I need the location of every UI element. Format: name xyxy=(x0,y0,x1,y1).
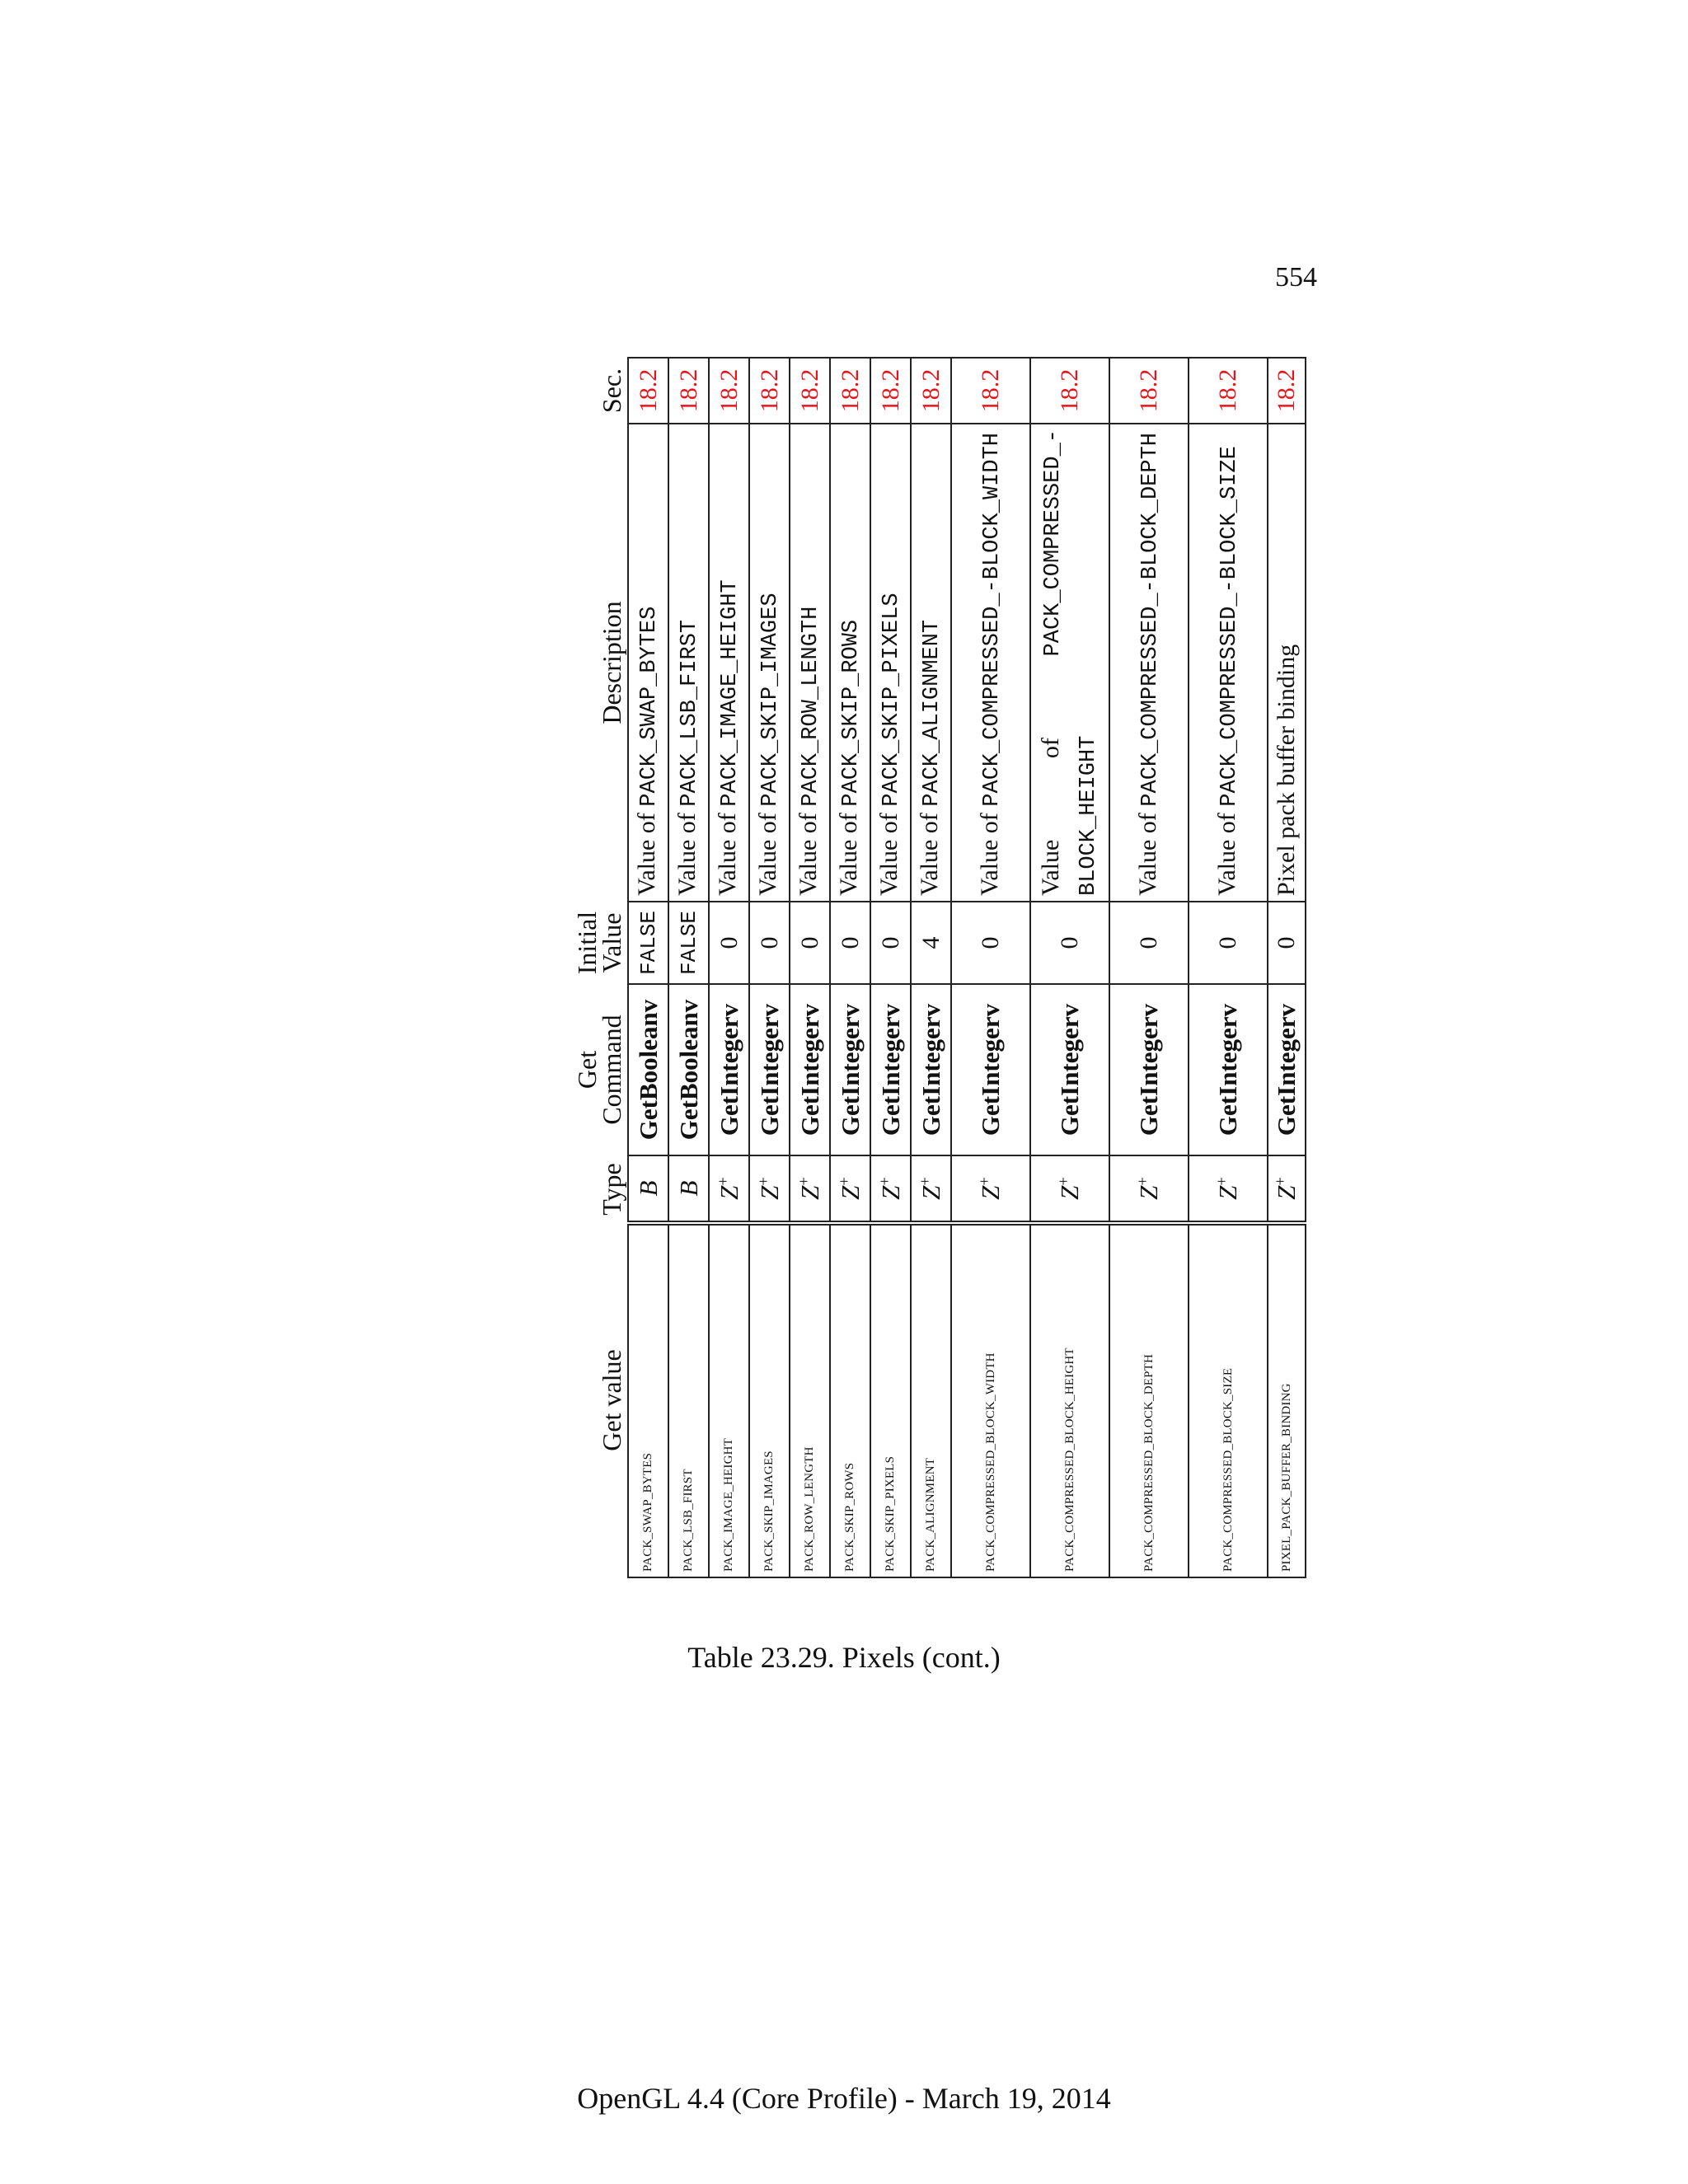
description-text: Value of xyxy=(975,806,1003,896)
type-superscript: + xyxy=(917,1177,935,1186)
cell-get-value: PACK_ROW_LENGTH xyxy=(790,1223,830,1577)
cell-get-command: GetIntegerv xyxy=(1268,984,1306,1155)
cell-initial-value: 0 xyxy=(951,902,1030,984)
cell-type xyxy=(1189,1155,1268,1223)
cell-type xyxy=(749,1155,790,1223)
header-get-value: Get value xyxy=(597,1349,626,1451)
section-link[interactable]: 18.2 xyxy=(870,358,911,424)
type-symbol: B xyxy=(633,1180,663,1197)
cell-initial-value: FALSE xyxy=(628,902,668,984)
cell-initial-value: FALSE xyxy=(668,902,709,984)
cell-get-command: GetIntegerv xyxy=(790,984,830,1155)
description-token: PACK_SWAP_BYTES xyxy=(637,606,662,807)
header-get-command xyxy=(573,984,628,1155)
type-symbol: Z xyxy=(1213,1185,1242,1200)
section-link[interactable]: 18.2 xyxy=(1030,358,1109,424)
type-symbol: Z xyxy=(795,1185,824,1200)
description-text: Value of xyxy=(1212,806,1240,896)
type-symbol: B xyxy=(673,1180,703,1197)
table-row xyxy=(830,358,870,1577)
cell-type xyxy=(911,1155,951,1223)
cell-type xyxy=(830,1155,870,1223)
cell-description xyxy=(790,424,830,902)
type-superscript: + xyxy=(1134,1177,1152,1186)
cell-get-value: PACK_SKIP_IMAGES xyxy=(749,1223,790,1577)
cell-get-command: GetIntegerv xyxy=(911,984,951,1155)
description-text: Value of xyxy=(1133,806,1161,896)
description-text: Value of xyxy=(916,806,943,896)
section-link[interactable]: 18.2 xyxy=(790,358,830,424)
table-row xyxy=(1030,358,1109,1577)
type-symbol: Z xyxy=(754,1185,784,1200)
cell-get-value: PACK_COMPRESSED_BLOCK_HEIGHT xyxy=(1030,1223,1109,1577)
table-row xyxy=(709,358,749,1577)
description-token: PACK_COMPRESSED_-BLOCK_HEIGHT xyxy=(1041,429,1101,896)
cell-get-value: PACK_LSB_FIRST xyxy=(668,1223,709,1577)
cell-get-value: PACK_SKIP_ROWS xyxy=(830,1223,870,1577)
type-superscript: + xyxy=(715,1177,733,1186)
section-link[interactable]: 18.2 xyxy=(709,358,749,424)
table-row xyxy=(951,358,1030,1577)
section-link[interactable]: 18.2 xyxy=(830,358,870,424)
cell-get-command: GetIntegerv xyxy=(709,984,749,1155)
cell-description xyxy=(1268,424,1306,902)
cell-type xyxy=(1109,1155,1189,1223)
type-superscript: + xyxy=(755,1177,773,1186)
cell-type xyxy=(870,1155,911,1223)
cell-description xyxy=(1109,424,1189,902)
section-link[interactable]: 18.2 xyxy=(749,358,790,424)
section-link[interactable]: 18.2 xyxy=(668,358,709,424)
page-number: 554 xyxy=(1275,262,1317,293)
header-sec: Sec. xyxy=(597,368,626,414)
cell-description xyxy=(830,424,870,902)
header-initial-value-line1: Initial xyxy=(572,911,602,975)
cell-description xyxy=(628,424,668,902)
cell-get-command: GetIntegerv xyxy=(749,984,790,1155)
type-symbol: Z xyxy=(976,1185,1005,1200)
table-row xyxy=(668,358,709,1577)
cell-get-value: PACK_COMPRESSED_BLOCK_SIZE xyxy=(1189,1223,1268,1577)
type-superscript: + xyxy=(836,1177,854,1186)
type-superscript: + xyxy=(876,1177,894,1186)
cell-initial-value: 0 xyxy=(830,902,870,984)
cell-initial-value: 0 xyxy=(1109,902,1189,984)
cell-initial-value: 0 xyxy=(1189,902,1268,984)
state-table-region xyxy=(572,359,1301,1578)
description-text: Value of xyxy=(1037,656,1064,896)
cell-initial-value: 0 xyxy=(870,902,911,984)
cell-get-value: PACK_ALIGNMENT xyxy=(911,1223,951,1577)
type-symbol: Z xyxy=(875,1185,905,1200)
cell-description xyxy=(911,424,951,902)
rotated-table-container xyxy=(572,359,1301,1578)
cell-description xyxy=(749,424,790,902)
cell-initial-value: 4 xyxy=(911,902,951,984)
cell-get-command: GetIntegerv xyxy=(1189,984,1268,1155)
description-token: PACK_IMAGE_HEIGHT xyxy=(718,579,743,807)
description-token: PACK_SKIP_IMAGES xyxy=(758,593,783,807)
table-row xyxy=(790,358,830,1577)
type-superscript: + xyxy=(1055,1177,1073,1186)
cell-get-command: GetIntegerv xyxy=(1030,984,1109,1155)
cell-get-command: GetBooleanv xyxy=(668,984,709,1155)
table-caption: Table 23.29. Pixels (cont.) xyxy=(687,1641,1001,1674)
section-link[interactable]: 18.2 xyxy=(911,358,951,424)
cell-type xyxy=(709,1155,749,1223)
table-row xyxy=(628,358,668,1577)
table-row xyxy=(1268,358,1306,1577)
cell-get-command: GetIntegerv xyxy=(1109,984,1189,1155)
table-header-row xyxy=(573,358,628,1577)
cell-get-value: PIXEL_PACK_BUFFER_BINDING xyxy=(1268,1223,1306,1577)
cell-description xyxy=(951,424,1030,902)
header-type: Type xyxy=(597,1163,626,1216)
type-symbol: Z xyxy=(1055,1185,1084,1200)
cell-type xyxy=(628,1155,668,1223)
section-link[interactable]: 18.2 xyxy=(951,358,1030,424)
cell-initial-value: 0 xyxy=(790,902,830,984)
cell-type xyxy=(951,1155,1030,1223)
cell-get-command: GetIntegerv xyxy=(830,984,870,1155)
cell-initial-value: 0 xyxy=(749,902,790,984)
cell-type xyxy=(1030,1155,1109,1223)
type-symbol: Z xyxy=(835,1185,865,1200)
description-token: PACK_SKIP_ROWS xyxy=(839,619,864,807)
type-superscript: + xyxy=(795,1177,814,1186)
description-text: Value of xyxy=(754,806,781,896)
type-symbol: Z xyxy=(1272,1185,1301,1200)
type-superscript: + xyxy=(1213,1177,1231,1186)
header-initial-value-line2: Value xyxy=(597,912,626,973)
header-get-command-line2: Command xyxy=(597,1015,626,1125)
cell-initial-value: 0 xyxy=(1268,902,1306,984)
description-text: Value of xyxy=(633,806,660,896)
type-superscript: + xyxy=(976,1177,994,1186)
type-symbol: Z xyxy=(1134,1185,1163,1200)
description-text: Value of xyxy=(875,806,903,896)
table-row xyxy=(870,358,911,1577)
cell-get-command: GetIntegerv xyxy=(951,984,1030,1155)
type-symbol: Z xyxy=(714,1185,743,1200)
description-token: PACK_COMPRESSED_-BLOCK_DEPTH xyxy=(1137,433,1163,807)
cell-get-value: PACK_COMPRESSED_BLOCK_DEPTH xyxy=(1109,1223,1189,1577)
cell-initial-value: 0 xyxy=(1030,902,1109,984)
description-token: PACK_SKIP_PIXELS xyxy=(879,593,904,807)
cell-get-command: GetIntegerv xyxy=(870,984,911,1155)
description-token: PACK_COMPRESSED_-BLOCK_SIZE xyxy=(1217,446,1242,807)
cell-description xyxy=(1189,424,1268,902)
description-text: Value of xyxy=(795,806,822,896)
table-row xyxy=(1189,358,1268,1577)
table-row xyxy=(749,358,790,1577)
header-description: Description xyxy=(597,601,626,724)
cell-get-value: PACK_IMAGE_HEIGHT xyxy=(709,1223,749,1577)
cell-type xyxy=(668,1155,709,1223)
cell-description xyxy=(668,424,709,902)
type-superscript: + xyxy=(1272,1177,1290,1186)
description-token: PACK_ROW_LENGTH xyxy=(799,606,823,807)
type-symbol: Z xyxy=(916,1185,945,1200)
description-token: PACK_COMPRESSED_-BLOCK_WIDTH xyxy=(979,433,1005,807)
section-link[interactable]: 18.2 xyxy=(628,358,668,424)
cell-description xyxy=(709,424,749,902)
description-text: Pixel pack buffer binding xyxy=(1273,644,1300,896)
cell-type xyxy=(1268,1155,1306,1223)
table-body xyxy=(628,358,1306,1577)
cell-get-command: GetBooleanv xyxy=(628,984,668,1155)
description-text: Value of xyxy=(673,806,701,896)
state-table xyxy=(573,357,1306,1578)
description-text: Value of xyxy=(835,806,862,896)
cell-get-value: PACK_SWAP_BYTES xyxy=(628,1223,668,1577)
cell-get-value: PACK_COMPRESSED_BLOCK_WIDTH xyxy=(951,1223,1030,1577)
cell-description xyxy=(870,424,911,902)
page-footer: OpenGL 4.4 (Core Profile) - March 19, 2014 xyxy=(577,2082,1111,2115)
header-initial-value xyxy=(573,902,628,984)
section-link[interactable]: 18.2 xyxy=(1109,358,1189,424)
section-link[interactable]: 18.2 xyxy=(1268,358,1306,424)
cell-type xyxy=(790,1155,830,1223)
cell-get-value: PACK_SKIP_PIXELS xyxy=(870,1223,911,1577)
table-row xyxy=(1109,358,1189,1577)
cell-initial-value: 0 xyxy=(709,902,749,984)
description-token: PACK_ALIGNMENT xyxy=(920,619,945,807)
description-token: PACK_LSB_FIRST xyxy=(678,619,702,807)
description-text: Value of xyxy=(714,806,741,896)
header-get-command-line1: Get xyxy=(572,1050,602,1090)
table-row xyxy=(911,358,951,1577)
cell-description xyxy=(1030,424,1109,902)
section-link[interactable]: 18.2 xyxy=(1189,358,1268,424)
